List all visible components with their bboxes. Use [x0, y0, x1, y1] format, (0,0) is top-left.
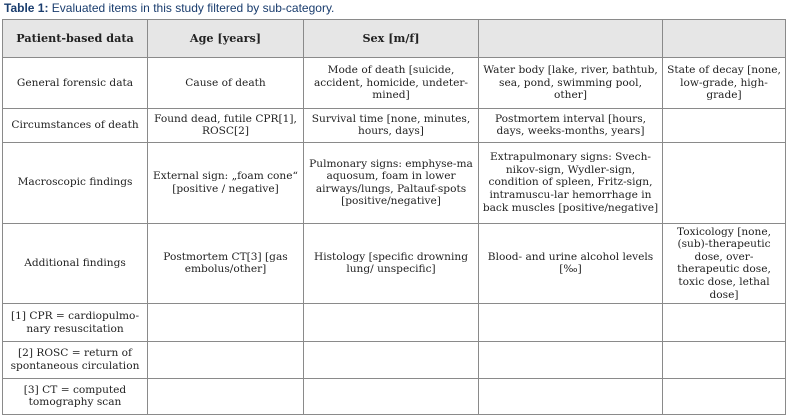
table-row [3, 58, 786, 108]
table-cell: Toxicology [none, (sub)-therapeutic dose, over-therapeutic dose, toxic dose, lethal dose] [663, 223, 786, 304]
table-cell [479, 342, 663, 378]
table-cell [304, 304, 479, 342]
table-cell: Additional findings [3, 223, 148, 304]
table-cell [663, 378, 786, 414]
table-cell: General forensic data [3, 58, 148, 108]
table-cell: Macroscopic findings [3, 142, 148, 223]
table-cell [148, 304, 304, 342]
table-cell: Extrapulmonary signs: Svech-nikov-sign, Wydler-sign, condition of spleen, Fritz-sign, intramuscu-lar hemorrhage in back muscles [positive/negative] [479, 142, 663, 223]
table-cell: Survival time [none, minutes, hours, days] [304, 108, 479, 142]
table-cell: Circumstances of death [3, 108, 148, 142]
table-cell [663, 142, 786, 223]
table-cell: State of decay [none, low-grade, high-grade] [663, 58, 786, 108]
findings-table [2, 19, 786, 415]
table-cell [663, 304, 786, 342]
table-cell: Mode of death [suicide, accident, homicide, undeter-mined] [304, 58, 479, 108]
table-header-row [3, 20, 786, 58]
table-row [3, 378, 786, 414]
table-row [3, 342, 786, 378]
table-cell: [3] CT = computed tomography scan [3, 378, 148, 414]
table-cell [148, 342, 304, 378]
table-cell: Postmortem CT[3] [gas embolus/other] [148, 223, 304, 304]
table-caption-text: Evaluated items in this study filtered by sub-category. [48, 1, 335, 15]
table-row [3, 223, 786, 304]
header-cell: Patient-based data [3, 20, 148, 58]
table-cell: [2] ROSC = return of spontaneous circulation [3, 342, 148, 378]
header-cell [479, 20, 663, 58]
table-cell: Cause of death [148, 58, 304, 108]
header-cell [663, 20, 786, 58]
table-cell: Water body [lake, river, bathtub, sea, pond, swimming pool, other] [479, 58, 663, 108]
table-cell [148, 378, 304, 414]
table-cell: External sign: „foam cone“ [positive / negative] [148, 142, 304, 223]
table-cell [304, 378, 479, 414]
table-cell: [1] CPR = cardiopulmo-nary resuscitation [3, 304, 148, 342]
table-cell [304, 342, 479, 378]
table-cell: Found dead, futile CPR[1], ROSC[2] [148, 108, 304, 142]
table-row [3, 142, 786, 223]
header-cell: Sex [m/f] [304, 20, 479, 58]
table-cell: Postmortem interval [hours, days, weeks-months, years] [479, 108, 663, 142]
table-caption [4, 1, 334, 15]
table-row [3, 304, 786, 342]
table-cell: Blood- and urine alcohol levels [‰] [479, 223, 663, 304]
table-cell [479, 304, 663, 342]
table-cell [479, 378, 663, 414]
table-cell [663, 108, 786, 142]
table-row [3, 108, 786, 142]
table-caption-label: Table 1: [4, 1, 49, 15]
table-cell [663, 342, 786, 378]
table-cell: Pulmonary signs: emphyse-ma aquosum, foam in lower airways/lungs, Paltauf-spots [positive/negative] [304, 142, 479, 223]
table-cell: Histology [specific drowning lung/ unspecific] [304, 223, 479, 304]
header-cell: Age [years] [148, 20, 304, 58]
